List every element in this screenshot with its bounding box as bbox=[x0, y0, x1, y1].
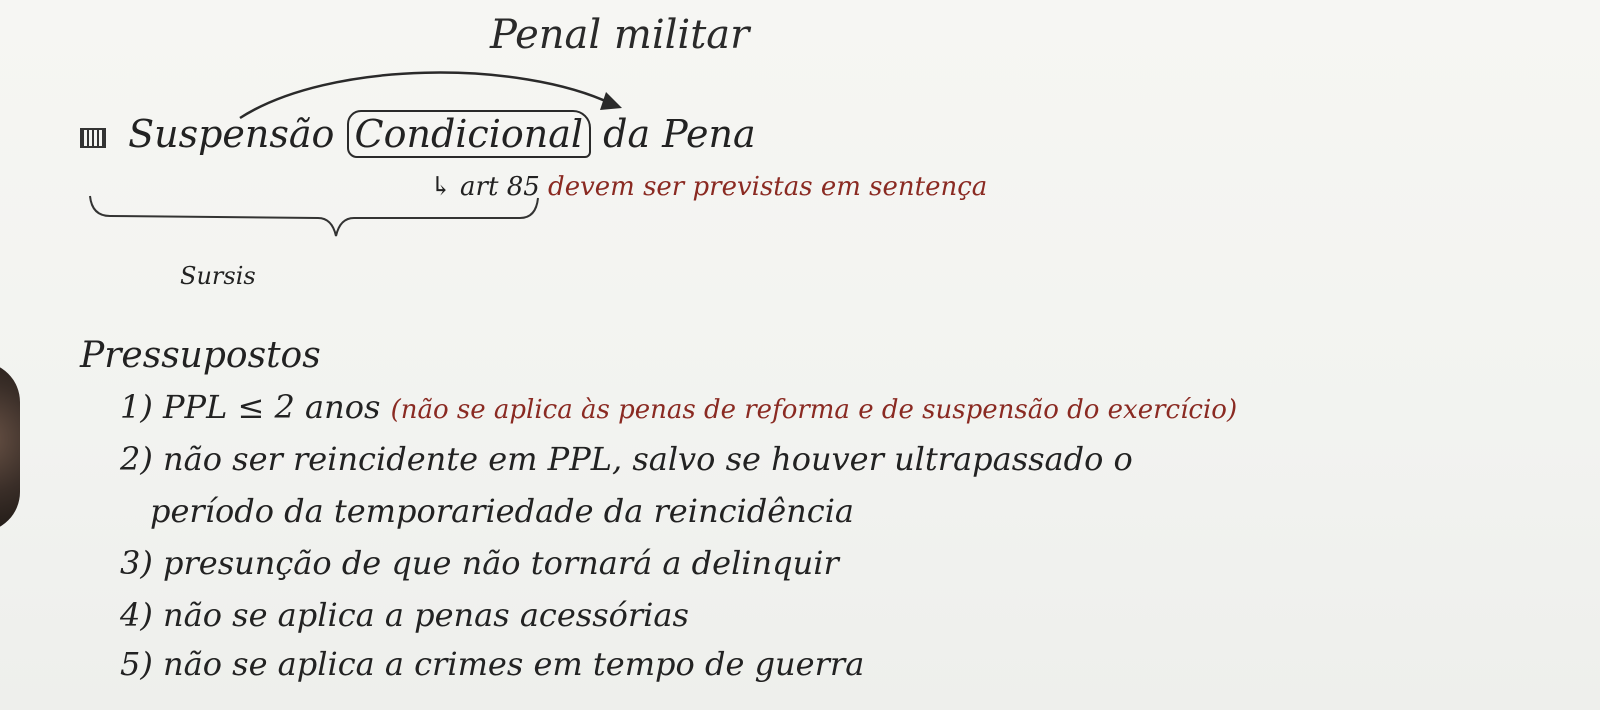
summary-label: Sursis bbox=[180, 262, 256, 290]
list-item-5: 5) não se aplica a crimes em tempo de guerra bbox=[120, 645, 865, 683]
list-item-1 bbox=[120, 388, 1237, 426]
board-title: Penal militar bbox=[490, 12, 750, 58]
pressupostos-title: Pressupostos bbox=[80, 335, 321, 376]
article-note bbox=[430, 172, 987, 202]
list-item-1-lead: 1) PPL ≤ 2 anos bbox=[120, 388, 381, 426]
heading-word-3: da Pena bbox=[603, 112, 756, 156]
brace-mark bbox=[90, 196, 538, 236]
article-prefix: ↳ art 85 bbox=[430, 172, 540, 202]
arrow-head bbox=[600, 92, 622, 110]
heading-word-1: Suspensão bbox=[128, 112, 335, 156]
list-item-2: 2) não ser reincidente em PPL, salvo se houver ultrapassado o bbox=[120, 440, 1133, 478]
heading-line bbox=[80, 112, 756, 156]
checkbox-icon bbox=[80, 128, 106, 148]
article-text: devem ser previstas em sentença bbox=[548, 172, 988, 202]
list-item-3: 3) presunção de que não tornará a delinquir bbox=[120, 544, 839, 582]
list-item-1-note: (não se aplica às penas de reforma e de suspensão do exercício) bbox=[390, 395, 1238, 425]
list-item-4: 4) não se aplica a penas acessórias bbox=[120, 596, 689, 634]
heading-word-2-circled: Condicional bbox=[347, 110, 592, 158]
list-item-2-cont: período da temporariedade da reincidência bbox=[150, 492, 854, 530]
presenter-silhouette bbox=[0, 362, 20, 532]
